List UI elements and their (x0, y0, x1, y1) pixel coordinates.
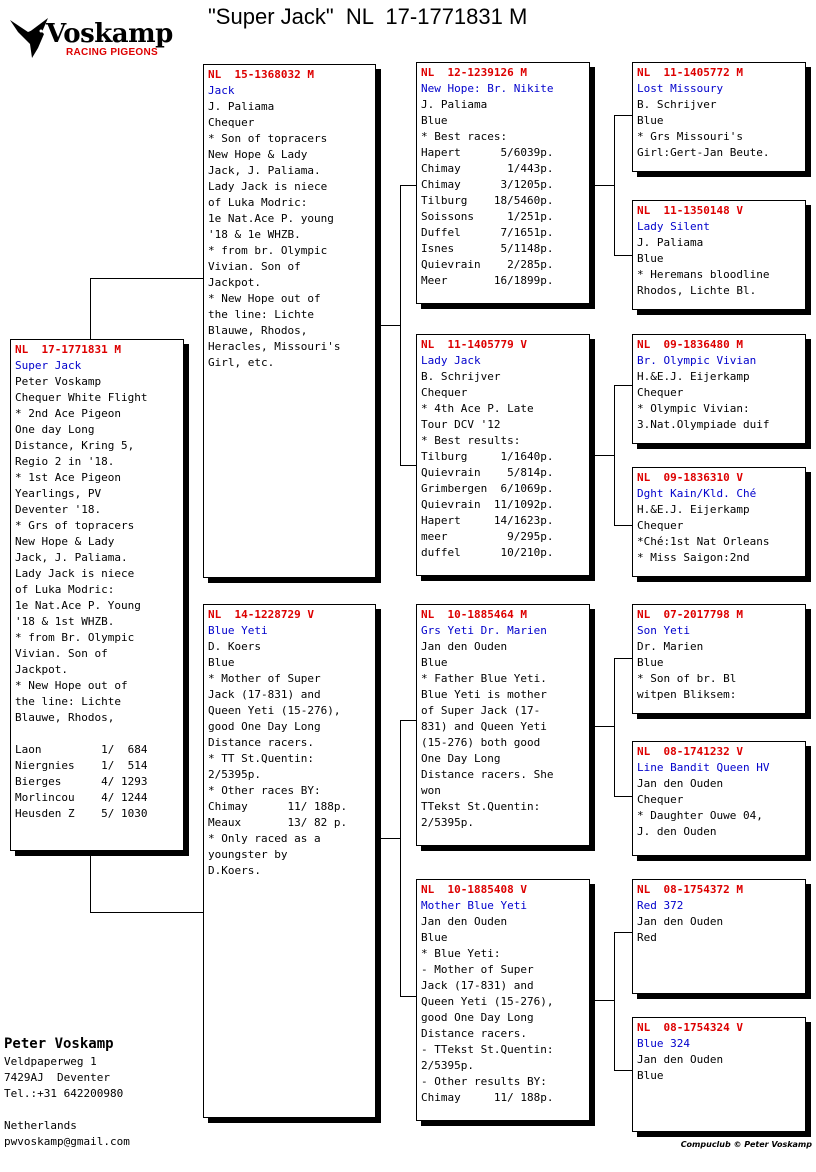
ring-number: NL 07-2017798 M (637, 608, 743, 621)
pedigree-info-line: Distance racers. (421, 1027, 527, 1040)
pedigree-info-line: Chimay 11/ 188p. (208, 800, 348, 813)
connector-line (614, 385, 632, 386)
pedigree-info-line: 1e Nat.Ace P. Young (15, 599, 141, 612)
connector-line (614, 1070, 632, 1071)
connector-line (400, 185, 401, 465)
connector-line (90, 912, 204, 913)
pedigree-info-line: '18 & 1e WHZB. (208, 228, 301, 241)
pigeon-name: Blue 324 (637, 1037, 690, 1050)
pigeon-name: Blue Yeti (208, 624, 268, 637)
pedigree-info-line: * Son of br. Bl (637, 672, 737, 685)
pedigree-info-line: New Hope & Lady (15, 535, 115, 548)
pedigree-info-line: * Only raced as a (208, 832, 321, 845)
pigeon-name: Lost Missoury (637, 82, 724, 95)
pedigree-info-line: * New Hope out of (208, 292, 321, 305)
pedigree-info-line: * from Br. Olympic (15, 631, 135, 644)
ring-number: NL 17-1771831 M (15, 343, 121, 356)
pedigree-info-line: Chequer (637, 386, 684, 399)
pedigree-info-line: * Grs of topracers (15, 519, 135, 532)
connector-line (614, 796, 632, 797)
pedigree-info-line: Distance racers. She (421, 768, 554, 781)
logo-name: Voskamp (46, 19, 173, 49)
pedigree-info-line: Quievrain 5/814p. (421, 466, 554, 479)
pedigree-info-line: duffel 10/210p. (421, 546, 554, 559)
pedigree-info-line: Blauwe, Rhodos, (208, 324, 308, 337)
pedigree-info-line: Deventer '18. (15, 503, 102, 516)
connector-line (590, 455, 614, 456)
connector-line (614, 385, 615, 525)
pedigree-info-line: Chequer (208, 116, 255, 129)
pedigree-info-line: Bierges 4/ 1293 (15, 775, 148, 788)
pedigree-info-line: B. Schrijver (637, 98, 717, 111)
footer-credit: Compuclub © Peter Voskamp (680, 1140, 812, 1149)
pedigree-info-line: Jack, J. Paliama. (15, 551, 128, 564)
pedigree-info-line: Jan den Ouden (421, 640, 508, 653)
pedigree-card-dam (203, 604, 376, 1118)
connector-line (400, 720, 416, 721)
pedigree-info-line: Blue (421, 931, 448, 944)
connector-line (614, 255, 632, 256)
connector-line (614, 932, 615, 1070)
connector-line (614, 115, 632, 116)
pedigree-info-line: witpen Bliksem: (637, 688, 737, 701)
owner-contact-block (4, 1034, 130, 1150)
pedigree-info-line: - Mother of Super (421, 963, 534, 976)
connector-line (90, 278, 91, 340)
pedigree-info-line: Meaux 13/ 82 p. (208, 816, 348, 829)
pedigree-info-line: * Mother of Super (208, 672, 321, 685)
pedigree-info-line: J. Paliama (208, 100, 275, 113)
pedigree-card-dsd (632, 741, 806, 856)
logo-tagline: RACING PIGEONS (66, 47, 158, 58)
pedigree-info-line: New Hope & Lady (208, 148, 308, 161)
pedigree-info-line: J. den Ouden (637, 825, 717, 838)
connector-line (400, 996, 416, 997)
pedigree-info-line: TTekst St.Quentin: (421, 800, 541, 813)
pedigree-info-line: Quievrain 11/1092p. (421, 498, 554, 511)
ring-number: NL 10-1885408 V (421, 883, 527, 896)
pedigree-card-ddd (632, 1017, 806, 1132)
pedigree-info-line: Jan den Ouden (637, 915, 724, 928)
connector-line (614, 658, 615, 796)
pedigree-info-line: * Miss Saigon:2nd (637, 551, 750, 564)
pigeon-name: Lady Jack (421, 354, 481, 367)
pedigree-card-dds (632, 879, 806, 994)
pedigree-info-line: Chequer (637, 793, 684, 806)
owner-phone: Tel.:+31 642200980 (4, 1087, 124, 1100)
owner-spacer (4, 1102, 130, 1118)
pedigree-info-line: * from br. Olympic (208, 244, 328, 257)
pigeon-name: Dght Kain/Kld. Ché (637, 487, 757, 500)
ring-number: NL 11-1405779 V (421, 338, 527, 351)
pedigree-info-line: Jan den Ouden (637, 777, 724, 790)
ring-number: NL 12-1239126 M (421, 66, 527, 79)
pedigree-info-line: Soissons 1/251p. (421, 210, 554, 223)
pedigree-info-line: * New Hope out of (15, 679, 128, 692)
pedigree-info-line: Morlincou 4/ 1244 (15, 791, 148, 804)
pedigree-info-line: Jack (17-831) and (421, 979, 534, 992)
pedigree-card-sire-sire (416, 62, 590, 304)
pedigree-info-line: youngster by (208, 848, 288, 861)
ring-number: NL 08-1741232 V (637, 745, 743, 758)
owner-country: Netherlands (4, 1119, 77, 1132)
connector-line (614, 115, 615, 255)
pedigree-info-line: * Olympic Vivian: (637, 402, 750, 415)
pedigree-info-line: Heracles, Missouri's (208, 340, 341, 353)
connector-line (590, 185, 614, 186)
pedigree-info-line: Blauwe, Rhodos, (15, 711, 115, 724)
pedigree-info-line: 1e Nat.Ace P. young (208, 212, 334, 225)
pedigree-info-line: Meer 16/1899p. (421, 274, 554, 287)
pedigree-info-line: J. Paliama (637, 236, 704, 249)
pedigree-info-line: Isnes 5/1148p. (421, 242, 554, 255)
ring-number: NL 11-1405772 M (637, 66, 743, 79)
pigeon-name: Red 372 (637, 899, 684, 912)
pedigree-info-line: 2/5395p. (208, 768, 261, 781)
pedigree-info-line: * 2nd Ace Pigeon (15, 407, 121, 420)
pedigree-info-line: Distance, Kring 5, (15, 439, 135, 452)
pedigree-info-line: 3.Nat.Olympiade duif (637, 418, 770, 431)
ring-number: NL 08-1754324 V (637, 1021, 743, 1034)
connector-line (590, 726, 614, 727)
pedigree-info-line: Niergnies 1/ 514 (15, 759, 148, 772)
pedigree-info-line: Girl, etc. (208, 356, 275, 369)
connector-line (90, 852, 91, 912)
pedigree-info-line: * Heremans bloodline (637, 268, 770, 281)
pedigree-info-line: Tilburg 1/1640p. (421, 450, 554, 463)
pedigree-info-line: Chimay 11/ 188p. (421, 1091, 554, 1104)
owner-email[interactable]: pwvoskamp@gmail.com (4, 1135, 130, 1148)
pedigree-info-line: Blue (637, 114, 664, 127)
pedigree-info-line: Regio 2 in '18. (15, 455, 115, 468)
pedigree-info-line: One Day Long (421, 752, 501, 765)
pedigree-card-sdd (632, 467, 806, 577)
pedigree-card-dss (632, 604, 806, 714)
pigeon-name: Br. Olympic Vivian (637, 354, 757, 367)
pedigree-info-line: Blue (637, 656, 664, 669)
pedigree-info-line: One day Long (15, 423, 95, 436)
pigeon-name: Son Yeti (637, 624, 690, 637)
pedigree-info-line: Chequer White Flight (15, 391, 148, 404)
connector-line (614, 932, 632, 933)
pigeon-name: Super Jack (15, 359, 82, 372)
pedigree-info-line: of Super Jack (17- (421, 704, 541, 717)
pedigree-info-line: * Other races BY: (208, 784, 321, 797)
pedigree-card-subject (10, 339, 184, 851)
connector-line (400, 465, 416, 466)
connector-line (400, 185, 416, 186)
pedigree-info-line: good One Day Long (208, 720, 321, 733)
pedigree-info-line: 2/5395p. (421, 1059, 474, 1072)
pedigree-info-line: H.&E.J. Eijerkamp (637, 370, 750, 383)
pedigree-card-sire (203, 64, 376, 578)
pedigree-info-line: Tilburg 18/5460p. (421, 194, 554, 207)
pedigree-info-line: Dr. Marien (637, 640, 704, 653)
pedigree-info-line: Red (637, 931, 657, 944)
connector-line (614, 658, 632, 659)
pedigree-info-line: of Luka Modric: (208, 196, 308, 209)
pedigree-info-line: Quievrain 2/285p. (421, 258, 554, 271)
pedigree-info-line (15, 726, 179, 742)
pedigree-info-line: Chequer (637, 519, 684, 532)
pedigree-card-sds (632, 334, 806, 444)
pedigree-info-line: 2/5395p. (421, 816, 474, 829)
page-title: "Super Jack" NL 17-1771831 M (208, 4, 528, 29)
pedigree-info-line: the line: Lichte (208, 308, 314, 321)
pedigree-info-line: Blue (421, 656, 448, 669)
pedigree-info-line: Distance racers. (208, 736, 314, 749)
pedigree-info-line: Queen Yeti (15-276), (421, 995, 554, 1008)
pedigree-info-line: meer 9/295p. (421, 530, 554, 543)
connector-line (400, 720, 401, 996)
pedigree-info-line: Yearlings, PV (15, 487, 102, 500)
ring-number: NL 14-1228729 V (208, 608, 314, 621)
pedigree-info-line: of Luka Modric: (15, 583, 115, 596)
pedigree-info-line: Blue (637, 1069, 664, 1082)
pigeon-name: Lady Silent (637, 220, 710, 233)
owner-address-line: Veldpaperweg 1 (4, 1055, 97, 1068)
pedigree-info-line: Tour DCV '12 (421, 418, 501, 431)
pedigree-info-line: Blue (208, 656, 235, 669)
owner-name: Peter Voskamp (4, 1036, 114, 1052)
pedigree-info-line: Queen Yeti (15-276), (208, 704, 341, 717)
pedigree-card-sire-dam (416, 334, 590, 576)
connector-line (614, 525, 632, 526)
pedigree-info-line: Heusden Z 5/ 1030 (15, 807, 148, 820)
pedigree-info-line: '18 & 1st WHZB. (15, 615, 115, 628)
pedigree-info-line: Rhodos, Lichte Bl. (637, 284, 757, 297)
pedigree-info-line: Vivian. Son of (15, 647, 108, 660)
pigeon-name: Mother Blue Yeti (421, 899, 527, 912)
pedigree-info-line: Grimbergen 6/1069p. (421, 482, 554, 495)
pedigree-info-line: Vivian. Son of (208, 260, 301, 273)
pedigree-info-line: Jackpot. (208, 276, 261, 289)
ring-number: NL 15-1368032 M (208, 68, 314, 81)
pedigree-info-line: * 4th Ace P. Late (421, 402, 534, 415)
pedigree-info-line: Blue (421, 114, 448, 127)
pedigree-info-line: Chequer (421, 386, 468, 399)
owner-address-line: 7429AJ Deventer (4, 1071, 110, 1084)
pedigree-info-line: * Father Blue Yeti. (421, 672, 547, 685)
pedigree-info-line: D.Koers. (208, 864, 261, 877)
pedigree-info-line: Girl:Gert-Jan Beute. (637, 146, 770, 159)
pedigree-info-line: Chimay 1/443p. (421, 162, 554, 175)
pedigree-info-line: Hapert 5/6039p. (421, 146, 554, 159)
pedigree-info-line: * Grs Missouri's (637, 130, 743, 143)
pedigree-info-line: H.&E.J. Eijerkamp (637, 503, 750, 516)
ring-number: NL 09-1836480 M (637, 338, 743, 351)
pedigree-info-line: * Blue Yeti: (421, 947, 501, 960)
ring-number: NL 09-1836310 V (637, 471, 743, 484)
pedigree-info-line: good One Day Long (421, 1011, 534, 1024)
pedigree-info-line: B. Schrijver (421, 370, 501, 383)
pedigree-info-line: the line: Lichte (15, 695, 121, 708)
pedigree-info-line: - TTekst St.Quentin: (421, 1043, 554, 1056)
pedigree-info-line: * Son of topracers (208, 132, 328, 145)
pedigree-info-line: (15-276) both good (421, 736, 541, 749)
pedigree-card-dam-sire (416, 604, 590, 846)
pedigree-info-line: won (421, 784, 441, 797)
pedigree-info-line: * 1st Ace Pigeon (15, 471, 121, 484)
pedigree-card-dam-dam (416, 879, 590, 1121)
pigeon-name: New Hope: Br. Nikite (421, 82, 554, 95)
pigeon-name: Line Bandit Queen HV (637, 761, 770, 774)
pedigree-info-line: Blue (637, 252, 664, 265)
pigeon-name: Jack (208, 84, 235, 97)
voskamp-logo (8, 14, 188, 62)
pedigree-info-line: * Best races: (421, 130, 508, 143)
pedigree-info-line: Lady Jack is niece (208, 180, 328, 193)
pedigree-info-line: Jan den Ouden (421, 915, 508, 928)
pedigree-info-line: * Daughter Ouwe 04, (637, 809, 763, 822)
pedigree-info-line: Jack, J. Paliama. (208, 164, 321, 177)
pedigree-info-line: Jan den Ouden (637, 1053, 724, 1066)
pedigree-info-line: Chimay 3/1205p. (421, 178, 554, 191)
pigeon-name: Grs Yeti Dr. Marien (421, 624, 547, 637)
pedigree-info-line: Lady Jack is niece (15, 567, 135, 580)
pedigree-info-line: - Other results BY: (421, 1075, 547, 1088)
pedigree-info-line: Hapert 14/1623p. (421, 514, 554, 527)
pedigree-info-line: D. Koers (208, 640, 261, 653)
pedigree-card-ssd (632, 200, 806, 310)
ring-number: NL 10-1885464 M (421, 608, 527, 621)
connector-line (590, 1000, 614, 1001)
connector-line (376, 838, 400, 839)
pedigree-info-line: Blue Yeti is mother (421, 688, 547, 701)
pedigree-info-line: Duffel 7/1651p. (421, 226, 554, 239)
pedigree-info-line: *Ché:1st Nat Orleans (637, 535, 770, 548)
pedigree-info-line: Jackpot. (15, 663, 68, 676)
pedigree-info-line: * TT St.Quentin: (208, 752, 314, 765)
pedigree-info-line: * Best results: (421, 434, 521, 447)
ring-number: NL 08-1754372 M (637, 883, 743, 896)
pedigree-info-line: J. Paliama (421, 98, 488, 111)
pedigree-card-sss (632, 62, 806, 172)
pedigree-info-line: 831) and Queen Yeti (421, 720, 547, 733)
pedigree-info-line: Peter Voskamp (15, 375, 102, 388)
pedigree-info-line: Jack (17-831) and (208, 688, 321, 701)
connector-line (90, 278, 204, 279)
ring-number: NL 11-1350148 V (637, 204, 743, 217)
pedigree-info-line: Laon 1/ 684 (15, 743, 148, 756)
connector-line (376, 325, 400, 326)
